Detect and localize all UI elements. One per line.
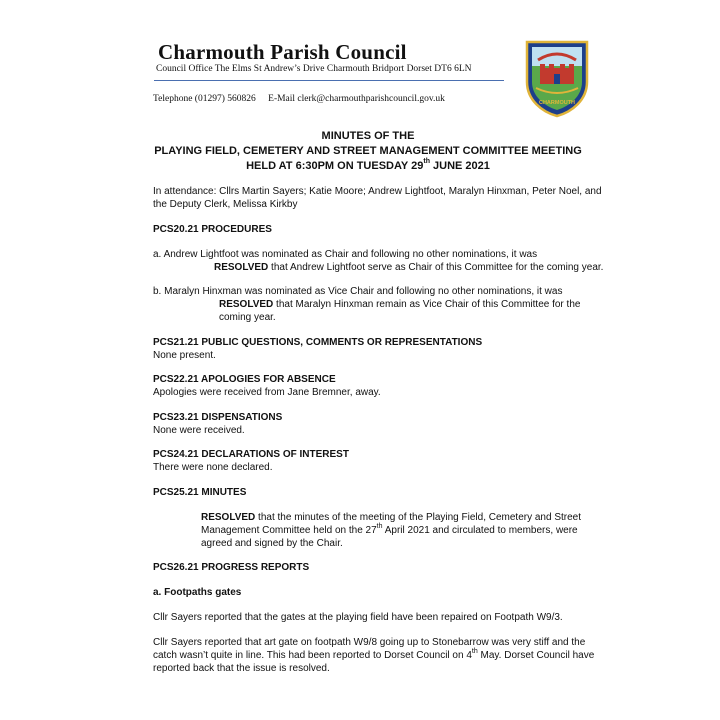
declarations-body: There were none declared.	[153, 462, 273, 473]
procedures-a-text: that Andrew Lightfoot serve as Chair of this Committee for the coming year.	[268, 262, 604, 273]
public-questions-heading: PCS21.21 PUBLIC QUESTIONS, COMMENTS OR REPRESENTATIONS	[153, 337, 483, 348]
footpaths-gates-heading: a. Footpaths gates	[153, 587, 242, 598]
minutes-line-1	[201, 511, 581, 524]
council-crest-icon	[524, 38, 590, 118]
minutes-line-3: agreed and signed by the Chair.	[201, 538, 343, 549]
minutes-date-post: April 2021 and circulated to members, were	[382, 525, 578, 536]
progress-para-2-line-1: Cllr Sayers reported that art gate on footpath W9/8 going up to Stonebarrow was very stiff and the	[153, 637, 586, 648]
title-line-2: PLAYING FIELD, CEMETERY AND STREET MANAGEMENT COMMITTEE MEETING	[154, 145, 582, 157]
title-date-sup: th	[423, 158, 430, 166]
apologies-heading: PCS22.21 APOLOGIES FOR ABSENCE	[153, 374, 336, 385]
progress-date-sup: th	[471, 647, 478, 655]
procedures-b-line-2	[219, 298, 580, 311]
procedures-b-line-3: coming year.	[219, 312, 276, 323]
resolved-label: RESOLVED	[201, 512, 256, 523]
attendance-line-1: In attendance: Cllrs Martin Sayers; Katie Moore; Andrew Lightfoot, Maralyn Hinxman, Peter Noel, and	[153, 186, 602, 197]
apologies-body: Apologies were received from Jane Bremner, away.	[153, 387, 381, 398]
resolved-label: RESOLVED	[219, 299, 274, 310]
minutes-text: that the minutes of the meeting of the Playing Field, Cemetery and Street	[255, 512, 582, 523]
progress-date-post: May. Dorset Council have	[477, 650, 595, 661]
dispensations-heading: PCS23.21 DISPENSATIONS	[153, 412, 283, 423]
procedures-a-line-1: a. Andrew Lightfoot was nominated as Chair and following no other nominations, it was	[153, 249, 538, 260]
attendance-line-2: the Deputy Clerk, Melissa Kirkby	[153, 199, 298, 210]
minutes-heading: PCS25.21 MINUTES	[153, 487, 247, 498]
title-date-post: JUNE 2021	[429, 160, 490, 172]
procedures-a-line-2	[214, 261, 603, 274]
dispensations-body: None were received.	[153, 425, 245, 436]
council-name: Charmouth Parish Council	[158, 40, 407, 64]
minutes-line-2	[201, 524, 578, 537]
progress-para-2-line-3: reported back that the issue is resolved.	[153, 663, 330, 674]
contact-line	[153, 94, 445, 104]
email: E-Mail clerk@charmouthparishcouncil.gov.uk	[268, 94, 445, 104]
telephone: Telephone (01297) 560826	[153, 94, 256, 104]
progress-heading: PCS26.21 PROGRESS REPORTS	[153, 562, 310, 573]
crest-motto: CHARMOUTH	[538, 100, 576, 106]
procedures-b-text: that Maralyn Hinxman remain as Vice Chair of this Committee for the	[273, 299, 581, 310]
public-questions-body: None present.	[153, 350, 216, 361]
header-rule	[154, 80, 504, 81]
minutes-date-sup: th	[376, 522, 383, 530]
procedures-b-line-1: b. Maralyn Hinxman was nominated as Vice Chair and following no other nominations, it was	[153, 286, 563, 297]
progress-para-1: Cllr Sayers reported that the gates at the playing field have been repaired on Footpath W9/3.	[153, 612, 563, 623]
council-address: Council Office The Elms St Andrew’s Drive Charmouth Bridport Dorset DT6 6LN	[156, 64, 472, 74]
title-date-pre: HELD AT 6:30PM ON TUESDAY 29	[246, 160, 424, 172]
title-line-3	[150, 160, 586, 172]
resolved-label: RESOLVED	[214, 262, 269, 273]
procedures-heading: PCS20.21 PROCEDURES	[153, 224, 272, 235]
progress-para-2-line-2	[153, 649, 594, 662]
minutes-date-pre: Management Committee held on the 27	[201, 525, 377, 536]
title-line-1: MINUTES OF THE	[321, 130, 415, 142]
progress-date-pre: catch wasn’t quite in line. This had been reported to Dorset Council on 4	[153, 650, 472, 661]
declarations-heading: PCS24.21 DECLARATIONS OF INTEREST	[153, 449, 349, 460]
